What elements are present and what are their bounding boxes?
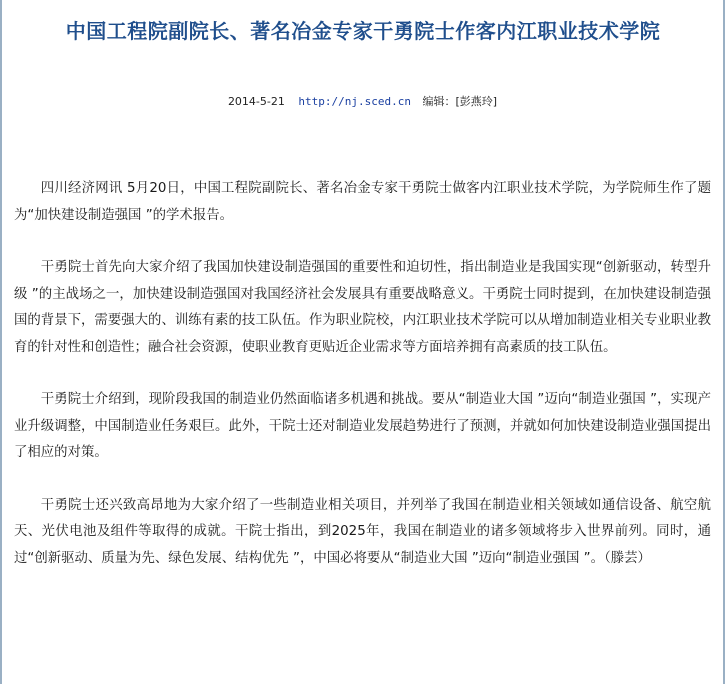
editor-label: 编辑： xyxy=(422,95,456,108)
source-link[interactable]: http://nj.sced.cn xyxy=(298,95,411,108)
article-title: 中国工程院副院长、著名冶金专家干勇院士作客内江职业技术学院 xyxy=(65,19,661,43)
article-paragraph: 干勇院士还兴致高昂地为大家介绍了一些制造业相关项目，并列举了我国在制造业相关领域如通信设备、航空航天、光伏电池及组件等取得的成就。干院士指出，到2025年，我国在制造业的诸多领域将步入世界前列。同时，通过“创新驱动、质量为先、绿色发展、结构优先 ”，中国必将要从“制造业大国 ”迈向“制造业强国 ”。（滕芸） xyxy=(14,497,711,566)
article-paragraph: 四川经济网讯 5月20日，中国工程院副院长、著名冶金专家干勇院士做客内江职业技术学院，为学院师生作了题为“加快建设制造强国 ”的学术报告。 xyxy=(14,181,711,223)
article-paragraph: 干勇院士介绍到，现阶段我国的制造业仍然面临诸多机遇和挑战。要从“制造业大国 ”迈向“制造业强国 ”，实现产业升级调整，中国制造业任务艰巨。此外，干院士还对制造业发展趋势进行了预测，并就如何加快建设制造业强国提出了相应的对策。 xyxy=(14,392,711,460)
editor-name: [彭燕玲] xyxy=(455,95,498,108)
article-meta xyxy=(0,94,725,110)
publish-date: 2014-5-21 xyxy=(227,95,285,108)
article-paragraph: 干勇院士首先向大家介绍了我国加快建设制造强国的重要性和迫切性，指出制造业是我国实现“创新驱动，转型升级 ”的主战场之一，加快建设制造强国对我国经济社会发展具有重要战略意义。干勇院士同时提到，在加快建设制造强国的背景下，需要强大的、训练有素的技工队伍。作为职业院校，内江职业技术学院可以从增加制造业相关专业职业教育的针对性和创造性；融合社会资源，使职业教育更贴近企业需求等方面培养拥有高素质的技工队伍。 xyxy=(14,260,711,355)
article-body xyxy=(14,176,711,598)
